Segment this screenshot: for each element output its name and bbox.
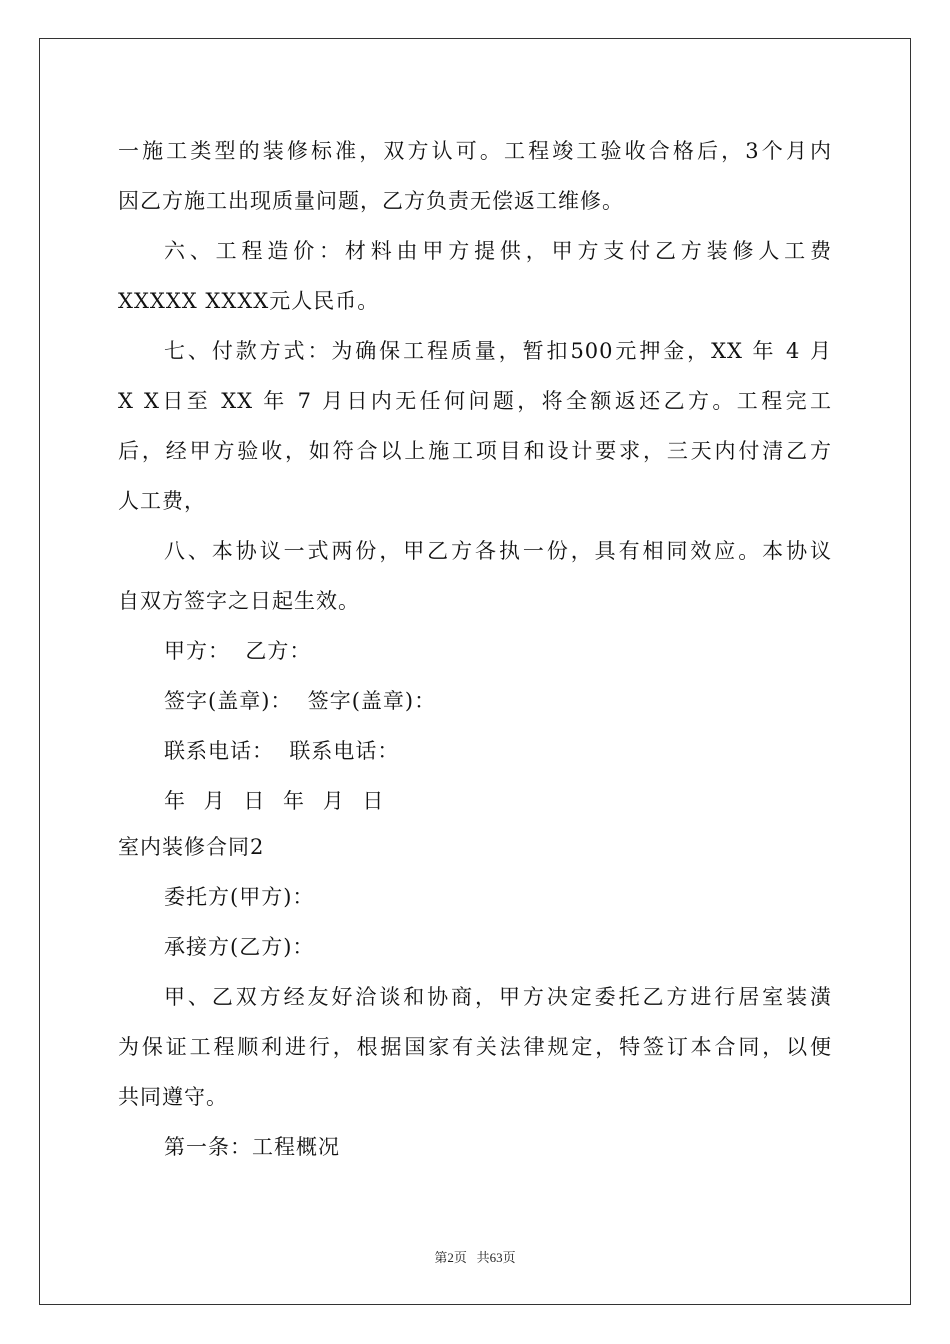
text-line: 甲、乙双方经友好洽谈和协商，甲方决定委托乙方进行居室装潢	[164, 985, 832, 1009]
text-line: 为保证工程顺利进行，根据国家有关法律规定，特签订本合同，以便	[118, 1035, 832, 1059]
article-heading: 第一条：工程概况	[164, 1135, 340, 1159]
contact-phone-line: 联系电话： 联系电话：	[164, 739, 400, 763]
client-party-line: 委托方(甲方)：	[164, 885, 315, 909]
page-border	[39, 38, 911, 1305]
text-line: 一施工类型的装修标准，双方认可。工程竣工验收合格后，3个月内	[118, 139, 832, 163]
text-line: 共同遵守。	[118, 1085, 228, 1109]
signature-seal-line: 签字(盖章)： 签字(盖章)：	[164, 689, 437, 713]
text-line: 自双方签字之日起生效。	[118, 589, 360, 613]
text-line: 后，经甲方验收，如符合以上施工项目和设计要求，三天内付清乙方	[118, 439, 832, 463]
text-line: 八、本协议一式两份，甲乙方各执一份，具有相同效应。本协议	[164, 539, 832, 563]
text-line: 七、付款方式：为确保工程质量，暂扣500元押金，XX 年 4 月	[164, 339, 832, 363]
text-line: 六、工程造价：材料由甲方提供，甲方支付乙方装修人工费	[164, 239, 832, 263]
signature-party-line: 甲方： 乙方：	[164, 639, 312, 663]
text-line: 人工费，	[118, 489, 206, 513]
contractor-party-line: 承接方(乙方)：	[164, 935, 315, 959]
date-line: 年 月 日 年 月 日	[164, 789, 385, 813]
text-line: 因乙方施工出现质量问题，乙方负责无偿返工维修。	[118, 189, 624, 213]
text-line: XXXXX XXXX元人民币。	[118, 289, 380, 313]
section-title: 室内装修合同2	[118, 835, 265, 859]
page-footer: 第2页 共63页	[434, 1250, 516, 1265]
text-line: X X日至 XX 年 7 月日内无任何问题，将全额返还乙方。工程完工	[118, 389, 832, 413]
